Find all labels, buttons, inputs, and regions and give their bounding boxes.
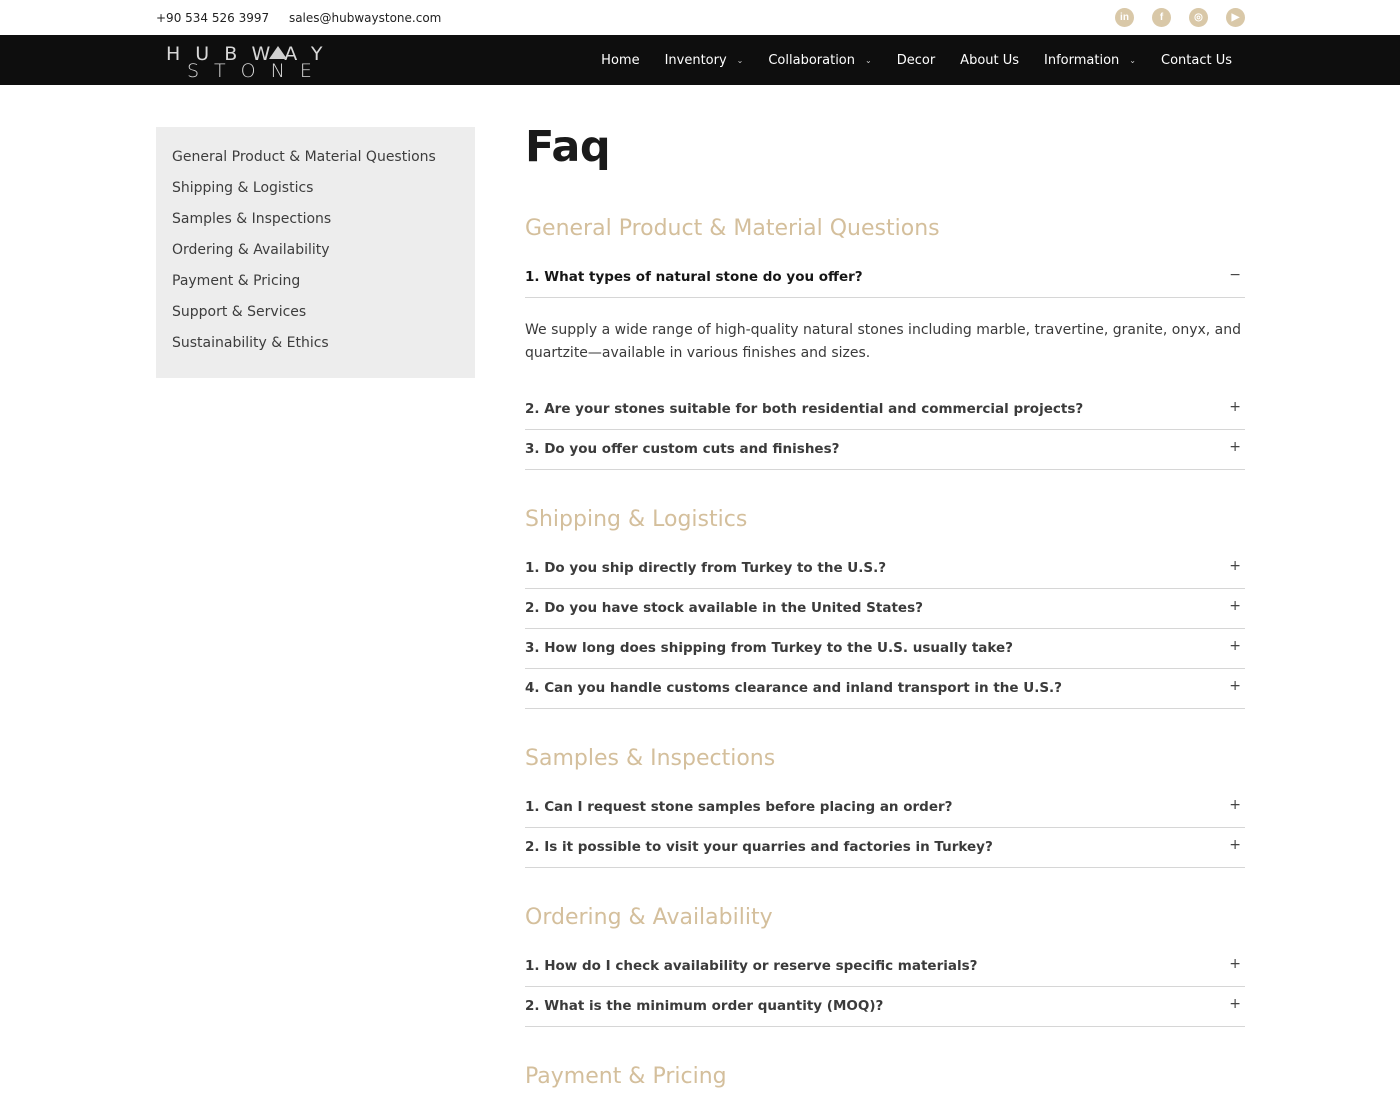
nav-item-label: Information [1044,52,1120,68]
faq-question[interactable] [525,258,1245,298]
logo-line-2: STONE [187,60,327,82]
sidebar-item[interactable]: General Product & Material Questions [172,149,436,165]
sidebar-item[interactable]: Sustainability & Ethics [172,335,329,351]
faq-question-text: 2. Is it possible to visit your quarries and factories in Turkey? [525,839,993,855]
page-title: Faq [525,122,611,172]
faq-question-text: 1. Can I request stone samples before placing an order? [525,799,953,815]
faq-question-text: 1. How do I check availability or reserve specific materials? [525,958,978,974]
faq-answer: We supply a wide range of high-quality natural stones including marble, travertine, granite, onyx, and quartzite—available in various finishes and sizes. [525,322,1242,361]
sidebar-item[interactable]: Ordering & Availability [172,242,330,258]
faq-question-text: 4. Can you handle customs clearance and inland transport in the U.S.? [525,680,1063,696]
faq-question[interactable] [525,947,1245,987]
contact-info [156,11,457,25]
nav-item-collaboration[interactable] [768,53,871,68]
facebook-icon[interactable]: f [1152,8,1171,27]
faq-question-text: 1. What types of natural stone do you offer? [525,269,863,285]
plus-icon[interactable]: + [1229,558,1241,574]
sidebar-item[interactable]: Support & Services [172,304,307,320]
nav-item-label: Inventory [664,52,727,68]
plus-icon[interactable]: + [1229,996,1241,1012]
plus-icon[interactable]: + [1229,598,1241,614]
section-heading: Samples & Inspections [525,746,776,771]
nav-item-inventory[interactable] [665,53,744,68]
phone-link[interactable]: +90 534 526 3997 [156,11,270,25]
instagram-icon[interactable]: ◎ [1189,8,1208,27]
chevron-down-icon: ⌄ [736,55,744,65]
faq-question[interactable] [525,987,1245,1027]
faq-question-text: 3. How long does shipping from Turkey to the U.S. usually take? [525,640,1013,656]
top-bar [0,0,1400,35]
plus-icon[interactable]: + [1229,956,1241,972]
nav-item-contact-us[interactable] [1161,53,1232,68]
logo-triangle-icon [269,46,287,59]
nav-item-home[interactable] [601,53,639,68]
faq-question-text: 2. Do you have stock available in the United States? [525,600,923,616]
social-links [1115,8,1245,27]
faq-question-text: 3. Do you offer custom cuts and finishes? [525,441,840,457]
nav-item-label: Collaboration [768,52,855,68]
chevron-down-icon: ⌄ [865,55,872,65]
faq-question-text: 2. Are your stones suitable for both residential and commercial projects? [525,401,1084,417]
faq-question[interactable] [525,629,1245,669]
nav-item-label: Contact Us [1161,52,1232,68]
plus-icon[interactable]: + [1229,678,1241,694]
section-heading: Ordering & Availability [525,905,773,930]
linkedin-icon[interactable]: in [1115,8,1134,27]
minus-icon[interactable]: − [1229,267,1241,283]
sidebar-list [156,127,475,364]
nav-menu [576,35,1232,85]
faq-question-text: 1. Do you ship directly from Turkey to the U.S.? [525,560,887,576]
sidebar-item[interactable]: Samples & Inspections [172,211,332,227]
faq-question[interactable] [525,828,1245,868]
main-navigation [0,35,1400,85]
section-heading: Payment & Pricing [525,1064,727,1089]
nav-item-label: Home [601,52,640,68]
nav-item-information[interactable] [1044,53,1136,68]
plus-icon[interactable]: + [1229,439,1241,455]
youtube-icon[interactable]: ▶ [1226,8,1245,27]
faq-question[interactable] [525,390,1245,430]
email-link[interactable]: sales@hubwaystone.com [288,11,442,25]
nav-item-label: Decor [896,52,936,68]
faq-question[interactable] [525,788,1245,828]
nav-item-decor[interactable] [897,53,935,68]
logo-line-1: HUBWAY [166,43,338,65]
faq-question[interactable] [525,549,1245,589]
chevron-down-icon: ⌄ [1129,55,1136,65]
faq-question-text: 2. What is the minimum order quantity (MOQ)? [525,998,884,1014]
faq-question[interactable] [525,589,1245,629]
section-heading: General Product & Material Questions [525,216,940,241]
site-logo[interactable] [166,41,338,82]
sidebar-item[interactable]: Shipping & Logistics [172,180,314,196]
plus-icon[interactable]: + [1229,837,1241,853]
plus-icon[interactable]: + [1229,638,1241,654]
plus-icon[interactable]: + [1229,797,1241,813]
nav-item-about-us[interactable] [960,53,1019,68]
faq-question[interactable] [525,430,1245,470]
section-heading: Shipping & Logistics [525,507,748,532]
plus-icon[interactable]: + [1229,399,1241,415]
nav-item-label: About Us [960,52,1020,68]
sidebar-item[interactable]: Payment & Pricing [172,273,301,289]
faq-sidebar [156,127,475,378]
faq-question[interactable] [525,669,1245,709]
